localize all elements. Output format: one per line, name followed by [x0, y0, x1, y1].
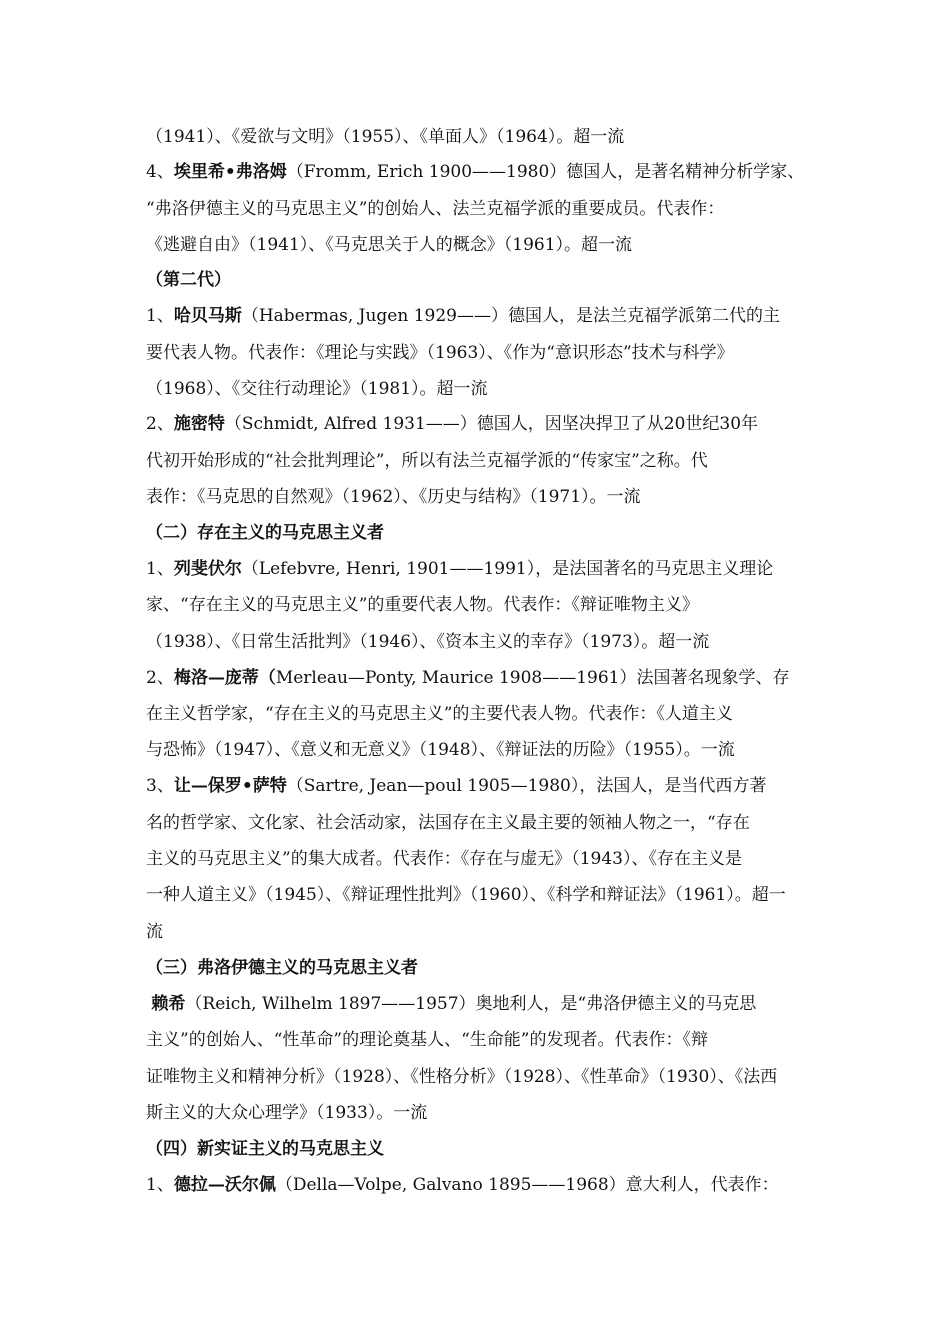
text-line: [146, 666, 810, 690]
line-bold: 德拉—沃尔佩: [173, 1175, 276, 1195]
section-heading: [146, 1137, 810, 1161]
line-bold: （二）存在主义的马克思主义者: [146, 523, 384, 543]
line-bold: 列斐伏尔: [173, 559, 242, 579]
line-text: 主义的马克思主义”的集大成者。代表作：《存在与虚无》（1943）、《存在主义是: [146, 849, 742, 869]
text-line: [146, 304, 810, 328]
text-line: [146, 847, 810, 871]
text-line: [146, 449, 810, 473]
line-prefix: 1、: [146, 306, 174, 326]
line-bold: 赖希: [151, 994, 186, 1014]
text-line: [146, 1173, 810, 1197]
line-prefix: 1、: [146, 559, 174, 579]
line-text: 要代表人物。代表作：《理论与实践》（1963）、《作为“意识形态”技术与科学》: [146, 343, 734, 363]
text-line: [146, 233, 810, 257]
line-bold: 埃里希•弗洛姆: [173, 162, 287, 182]
line-text: 与恐怖》（1947）、《意义和无意义》（1948）、《辩证法的历险》（1955）。一流: [146, 740, 735, 760]
line-text: 在主义哲学家，“存在主义的马克思主义”的主要代表人物。代表作：《人道主义: [146, 704, 733, 724]
line-text: 家、“存在主义的马克思主义”的重要代表人物。代表作：《辩证唯物主义》: [146, 595, 699, 615]
text-line: [146, 1028, 810, 1052]
text-line: [146, 125, 810, 149]
line-text: （1968）、《交往行动理论》（1981）。超一流: [146, 379, 488, 399]
section-heading: [146, 956, 810, 980]
line-text: （Della—Volpe, Galvano 1895——1968）意大利人，代表作：: [275, 1175, 779, 1195]
text-line: [146, 738, 810, 762]
line-text: 流: [146, 922, 163, 942]
text-line: [146, 811, 810, 835]
line-text: 代初开始形成的“社会批判理论”，所以有法兰克福学派的“传家宝”之称。代: [146, 451, 708, 471]
text-line: [146, 557, 810, 581]
line-text: “弗洛伊德主义的马克思主义”的创始人、法兰克福学派的重要成员。代表作：: [146, 199, 725, 219]
text-line: [146, 160, 810, 184]
line-text: 表作：《马克思的自然观》（1962）、《历史与结构》（1971）。一流: [146, 487, 641, 507]
text-line: [146, 1101, 810, 1125]
line-text: 斯主义的大众心理学》（1933）。一流: [146, 1103, 428, 1123]
line-bold: 让—保罗•萨特: [173, 776, 287, 796]
section-heading: [146, 268, 810, 292]
text-line: [146, 774, 810, 798]
line-text: （1938）、《日常生活批判》（1946）、《资本主义的幸存》（1973）。超一流: [146, 632, 710, 652]
line-text: 名的哲学家、文化家、社会活动家，法国存在主义最主要的领袖人物之一，“存在: [146, 813, 750, 833]
section-heading: [146, 521, 810, 545]
line-text: 证唯物主义和精神分析》（1928）、《性格分析》（1928）、《性革命》（1930）、《法西: [146, 1067, 778, 1087]
line-text: Merleau—Ponty, Maurice 1908——1961）法国著名现象学、存: [275, 668, 790, 688]
line-prefix: 1、: [146, 1175, 174, 1195]
line-bold: （四）新实证主义的马克思主义: [146, 1139, 384, 1159]
line-text: 一种人道主义》（1945）、《辩证理性批判》（1960）、《科学和辩证法》（1961）。超一: [146, 885, 786, 905]
text-line: [146, 1065, 810, 1089]
line-prefix: 4、: [146, 162, 174, 182]
text-line: [146, 920, 810, 944]
line-text: 主义”的创始人、“性革命”的理论奠基人、“生命能”的发现者。代表作：《辩: [146, 1030, 708, 1050]
text-line: [146, 992, 810, 1016]
line-text: （1941）、《爱欲与文明》（1955）、《单面人》（1964）。超一流: [146, 127, 625, 147]
line-text: （Reich, Wilhelm 1897——1957）奥地利人，是“弗洛伊德主义的马克思: [185, 994, 757, 1014]
line-text: （Habermas, Jugen 1929——）德国人，是法兰克福学派第二代的主: [241, 306, 780, 326]
line-text: （Sartre, Jean—poul 1905—1980），法国人，是当代西方著: [286, 776, 767, 796]
text-line: [146, 485, 810, 509]
text-line: [146, 883, 810, 907]
line-text: （Lefebvre, Henri, 1901——1991），是法国著名的马克思主义理论: [241, 559, 774, 579]
line-prefix: 2、: [146, 668, 174, 688]
line-prefix: 3、: [146, 776, 174, 796]
line-bold: 梅洛—庞蒂（: [173, 668, 276, 688]
text-line: [146, 197, 810, 221]
text-line: [146, 341, 810, 365]
text-line: [146, 630, 810, 654]
line-bold: （第二代）: [146, 270, 231, 290]
text-line: [146, 377, 810, 401]
text-line: [146, 593, 810, 617]
line-text: 《逃避自由》（1941）、《马克思关于人的概念》（1961）。超一流: [146, 235, 633, 255]
text-line: [146, 412, 810, 436]
line-bold: 施密特: [173, 414, 225, 434]
text-line: [146, 702, 810, 726]
line-prefix: 2、: [146, 414, 174, 434]
line-bold: 哈贝马斯: [173, 306, 242, 326]
line-text: （Fromm, Erich 1900——1980）德国人，是著名精神分析学家、: [286, 162, 805, 182]
line-text: （Schmidt, Alfred 1931——）德国人，因坚决捍卫了从20世纪30年: [224, 414, 759, 434]
line-bold: （三）弗洛伊德主义的马克思主义者: [146, 958, 418, 978]
